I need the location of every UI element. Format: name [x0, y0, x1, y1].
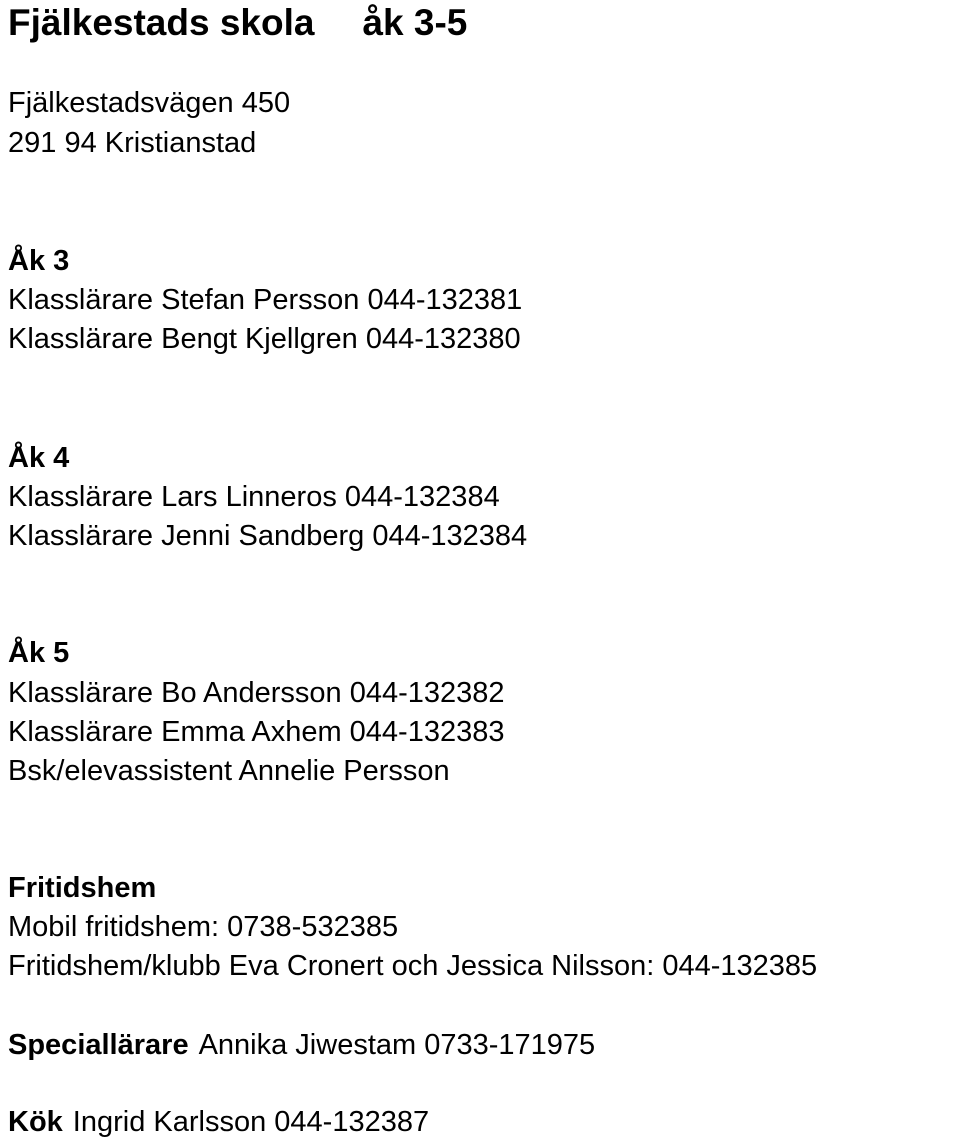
- section-heading-ak5: Åk 5: [8, 637, 70, 669]
- contact-line: Klasslärare Bo Andersson 044-132382: [8, 677, 505, 709]
- contact-line: Klasslärare Bengt Kjellgren 044-132380: [8, 323, 521, 355]
- speciallarare-label: Speciallärare: [8, 1029, 189, 1061]
- address-line-2: 291 94 Kristianstad: [8, 127, 257, 159]
- contact-line: Bsk/elevassistent Annelie Persson: [8, 755, 450, 787]
- section-heading-ak4: Åk 4: [8, 442, 70, 474]
- contact-line: Klasslärare Jenni Sandberg 044-132384: [8, 520, 528, 552]
- contact-line: Klasslärare Stefan Persson 044-132381: [8, 284, 523, 316]
- contact-line: Fritidshem/klubb Eva Cronert och Jessica Nilsson: 044-132385: [8, 950, 818, 982]
- kok-label: Kök: [8, 1106, 63, 1138]
- address-line-1: Fjälkestadsvägen 450: [8, 87, 291, 119]
- speciallarare-line: [8, 1028, 595, 1062]
- contact-line: Mobil fritidshem: 0738-532385: [8, 911, 399, 943]
- contact-line: Klasslärare Emma Axhem 044-132383: [8, 716, 505, 748]
- section-heading-fritidshem: Fritidshem: [8, 872, 157, 904]
- contact-line: Klasslärare Lars Linneros 044-132384: [8, 481, 500, 513]
- page-title: [8, 2, 467, 44]
- speciallarare-text: Annika Jiwestam 0733-171975: [198, 1029, 596, 1061]
- school-grades: åk 3-5: [362, 2, 468, 43]
- kok-text: Ingrid Karlsson 044-132387: [72, 1106, 430, 1138]
- school-name: Fjälkestads skola: [8, 2, 315, 43]
- section-heading-ak3: Åk 3: [8, 245, 70, 277]
- kok-line: [8, 1105, 429, 1139]
